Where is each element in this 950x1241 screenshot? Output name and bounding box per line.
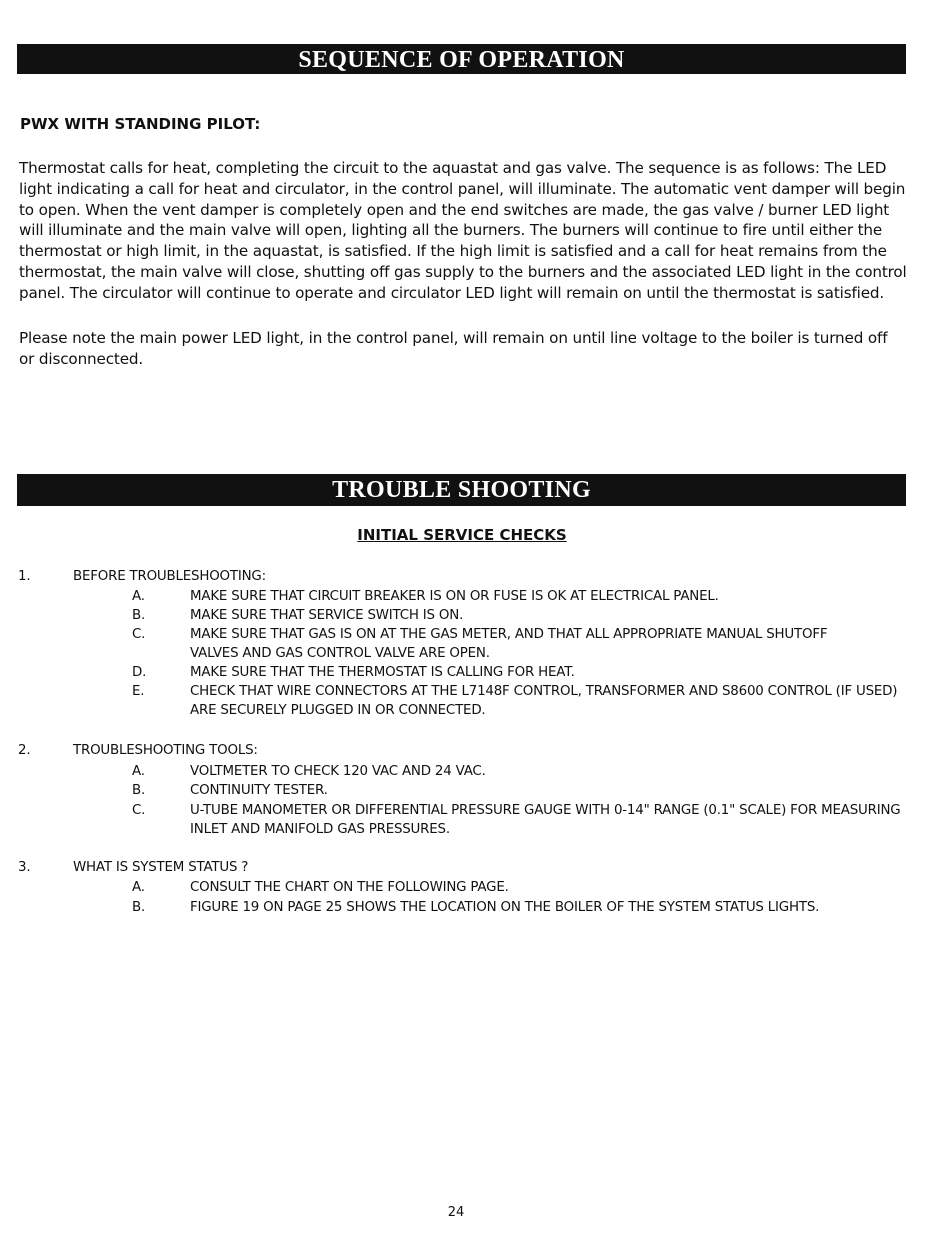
item-heading: BEFORE TROUBLESHOOTING: xyxy=(73,569,266,584)
checklist-item-1 xyxy=(0,567,950,727)
subitem-letter: A. xyxy=(132,880,145,895)
subitem-text: MAKE SURE THAT THE THERMOSTAT IS CALLING FOR HEAT. xyxy=(190,665,575,680)
subitem-text: U-TUBE MANOMETER OR DIFFERENTIAL PRESSURE GAUGE WITH 0-14" RANGE (0.1" SCALE) FOR MEASURING INLET AND MANIFOLD GAS PRESSURES. xyxy=(190,803,901,837)
subitem-text: MAKE SURE THAT CIRCUIT BREAKER IS ON OR FUSE IS OK AT ELECTRICAL PANEL. xyxy=(190,589,719,604)
subitem-text: CONTINUITY TESTER. xyxy=(190,783,328,798)
subitem-letter: A. xyxy=(132,764,145,779)
subitem-text: MAKE SURE THAT SERVICE SWITCH IS ON. xyxy=(190,608,464,623)
subitem-text: MAKE SURE THAT GAS IS ON AT THE GAS METER, AND THAT ALL APPROPRIATE MANUAL SHUTOFF VALVES AND GAS CONTROL VALVE ARE OPEN. xyxy=(190,627,828,661)
subitem-text: CONSULT THE CHART ON THE FOLLOWING PAGE. xyxy=(190,880,509,895)
subitem-letter: E. xyxy=(132,684,145,699)
trouble-shooting-banner: TROUBLE SHOOTING xyxy=(17,474,906,506)
item-number: 2. xyxy=(18,743,31,758)
subitem-text: FIGURE 19 ON PAGE 25 SHOWS THE LOCATION ON THE BOILER OF THE SYSTEM STATUS LIGHTS. xyxy=(190,900,820,915)
item-number: 3. xyxy=(18,860,31,875)
sequence-of-operation-banner: SEQUENCE OF OPERATION xyxy=(17,44,906,74)
subitem-text: VOLTMETER TO CHECK 120 VAC AND 24 VAC. xyxy=(190,764,486,779)
subitem-letter: A. xyxy=(132,589,145,604)
initial-service-checks-title: INITIAL SERVICE CHECKS xyxy=(357,526,567,544)
checklist-item-3 xyxy=(0,858,950,928)
subitem-letter: D. xyxy=(132,665,147,680)
subitem-letter: C. xyxy=(132,803,146,818)
subitem-letter: B. xyxy=(132,608,146,623)
item-heading: TROUBLESHOOTING TOOLS: xyxy=(73,743,258,758)
power-led-note: Please note the main power LED light, in the control panel, will remain on until line voltage to the boiler is turned off or disconnected. xyxy=(19,329,888,368)
subitem-letter: B. xyxy=(132,900,146,915)
item-heading: WHAT IS SYSTEM STATUS ? xyxy=(73,860,249,875)
checklist-item-2 xyxy=(0,741,950,841)
subitem-letter: B. xyxy=(132,783,146,798)
item-number: 1. xyxy=(18,569,31,584)
pwx-standing-pilot-heading: PWX WITH STANDING PILOT: xyxy=(20,115,261,133)
subitem-letter: C. xyxy=(132,627,146,642)
page-number: 24 xyxy=(447,1205,465,1220)
sequence-paragraph: Thermostat calls for heat, completing the circuit to the aquastat and gas valve. The sequence is as follows: The LED light indicating a call for heat and circulator, in the control panel, will illuminate. The automatic vent damper will begin to open. When the vent damper is completely open and the end switches are made, the gas valve / burner LED light will illuminate and the main valve will open, lighting all the burners. The burners will continue to fire until either the thermostat or high limit, in the aquastat, is satisfied. If the high limit is satisfied and a call for heat remains from the thermostat, the main valve will close, shutting off gas supply to the burners and the associated LED light in the control panel. The circulator will continue to operate and circulator LED light will remain on until the thermostat is satisfied. xyxy=(19,159,907,302)
subitem-text: CHECK THAT WIRE CONNECTORS AT THE L7148F CONTROL, TRANSFORMER AND S8600 CONTROL (IF USED) ARE SECURELY PLUGGED IN OR CONNECTED. xyxy=(190,684,898,718)
